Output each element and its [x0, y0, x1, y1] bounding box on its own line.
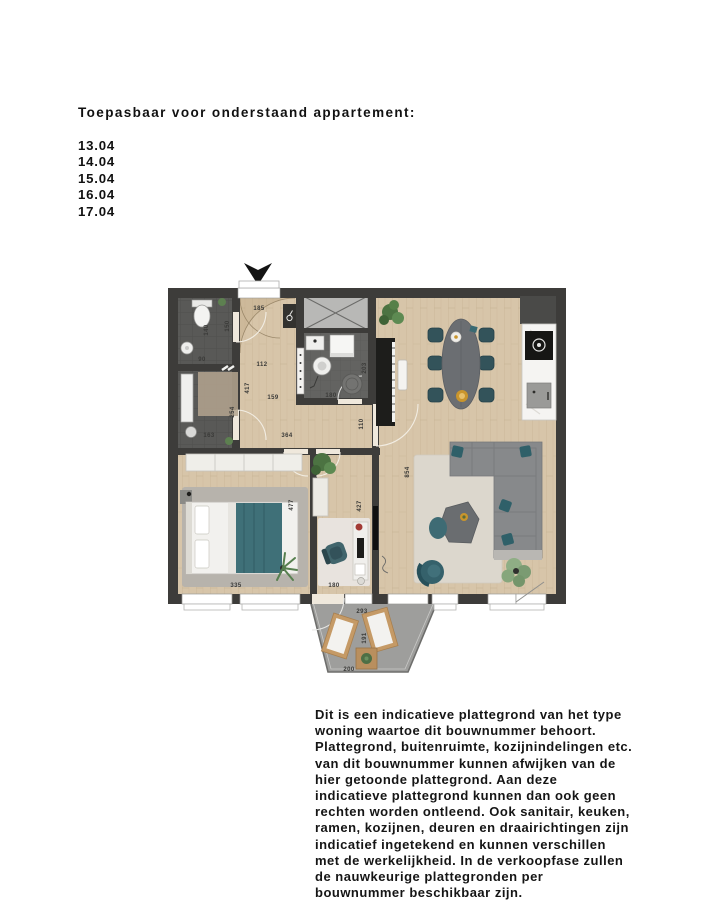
pillow-icon — [451, 445, 464, 458]
dining-chair-icon — [479, 328, 494, 342]
pillow-icon — [519, 445, 532, 458]
kitchen-cabinet-icon — [520, 296, 556, 324]
flowers-icon — [356, 524, 363, 531]
kitchen-icon — [520, 296, 556, 420]
side-table-icon — [356, 648, 377, 669]
drain-icon — [186, 427, 197, 438]
floorplan-drawing — [160, 250, 570, 690]
dim-office-width: 180 — [328, 583, 340, 589]
dim-living-length: 854 — [405, 466, 411, 478]
apartment-number: 13.04 — [78, 138, 116, 153]
dim-shower-width: 163 — [203, 433, 215, 439]
dim-hall-length: 417 — [245, 382, 251, 394]
disclaimer-line: Dit is een indicatieve plattegrond van het type — [315, 707, 622, 722]
dim-entrance: 185 — [253, 306, 265, 312]
tv-icon — [373, 506, 378, 550]
dim-shower-depth: 254 — [230, 406, 236, 418]
washbasin-icon — [306, 336, 324, 350]
apartment-list — [78, 138, 115, 220]
disclaimer-line: woning waartoe dit bouwnummer behoort. — [315, 723, 597, 739]
piano-bench-icon — [398, 360, 407, 390]
dim-hall-width: 150 — [225, 320, 231, 332]
disclaimer-line: hier getoonde plattegrond. Aan deze — [315, 771, 558, 787]
apartment-number: 17.04 — [78, 203, 116, 219]
radiator-icon — [297, 348, 304, 394]
dim-bathroom-depth: 203 — [362, 362, 368, 374]
dim-toilet-width: 90 — [198, 357, 206, 363]
dim-hall-nook: 112 — [256, 362, 268, 368]
dining-chair-icon — [428, 388, 443, 402]
apartment-number: 16.04 — [78, 187, 116, 203]
dim-balcony-top: 293 — [356, 609, 368, 615]
apartment-number: 15.04 — [78, 170, 116, 186]
dining-table-icon — [428, 319, 494, 409]
dim-bedroom-door: 159 — [267, 395, 279, 401]
disclaimer-line: indicatief ingetekend en kunnen verschillen — [315, 836, 606, 852]
lamp-icon — [187, 492, 191, 496]
cabinet-icon — [313, 478, 328, 516]
monitor-icon — [357, 538, 364, 558]
disclaimer-line: de nauwkeurige plattegronden per — [315, 869, 544, 885]
plant-icon — [218, 298, 226, 306]
shower-screen-icon — [181, 374, 193, 422]
shower-drain-icon — [342, 374, 362, 394]
disclaimer-line: ramen, kozijnen, deuren en draairichtingen zijn — [315, 820, 629, 836]
bed-icon — [186, 502, 298, 574]
disclaimer-line: rechten worden ontleend. Ook sanitair, keuken, — [315, 804, 630, 820]
disclaimer-line: van dit bouwnummer kunnen afwijken van de — [315, 755, 616, 771]
dim-toilet-depth: 140 — [204, 324, 210, 336]
dim-bedroom-width: 335 — [230, 583, 242, 589]
dim-bathroom-width: 180 — [325, 393, 337, 399]
disclaimer-line: Plattegrond, buitenruimte, kozijnindelingen etc. — [315, 739, 633, 755]
disclaimer-line: indicatieve plattegrond kunnen dan ook geen — [315, 788, 617, 804]
dining-chair-icon — [479, 356, 494, 370]
disclaimer-line: met de werkelijkheid. In de verkoopfase zullen — [315, 852, 624, 868]
toilet-icon — [194, 305, 210, 327]
disclaimer-line: bouwnummer beschikbaar zijn. — [315, 885, 523, 901]
apartment-number: 14.04 — [78, 154, 116, 170]
dining-chair-icon — [428, 356, 443, 370]
dim-living-door: 110 — [359, 418, 365, 430]
dim-balcony-depth: 191 — [362, 632, 368, 644]
page-title: Toepasbaar voor onderstaand appartement: — [78, 105, 416, 120]
dim-balcony-bottom: 200 — [343, 667, 355, 673]
dining-chair-icon — [479, 388, 494, 402]
disclaimer-text — [315, 707, 695, 901]
dining-chair-icon — [428, 328, 443, 342]
dim-office-depth: 427 — [357, 500, 363, 512]
dim-bedroom-depth: 477 — [289, 499, 295, 511]
plant-icon — [225, 437, 233, 445]
pouf-icon — [429, 517, 447, 539]
dim-corridor: 364 — [281, 433, 293, 439]
meter-cupboard-icon — [283, 304, 296, 328]
